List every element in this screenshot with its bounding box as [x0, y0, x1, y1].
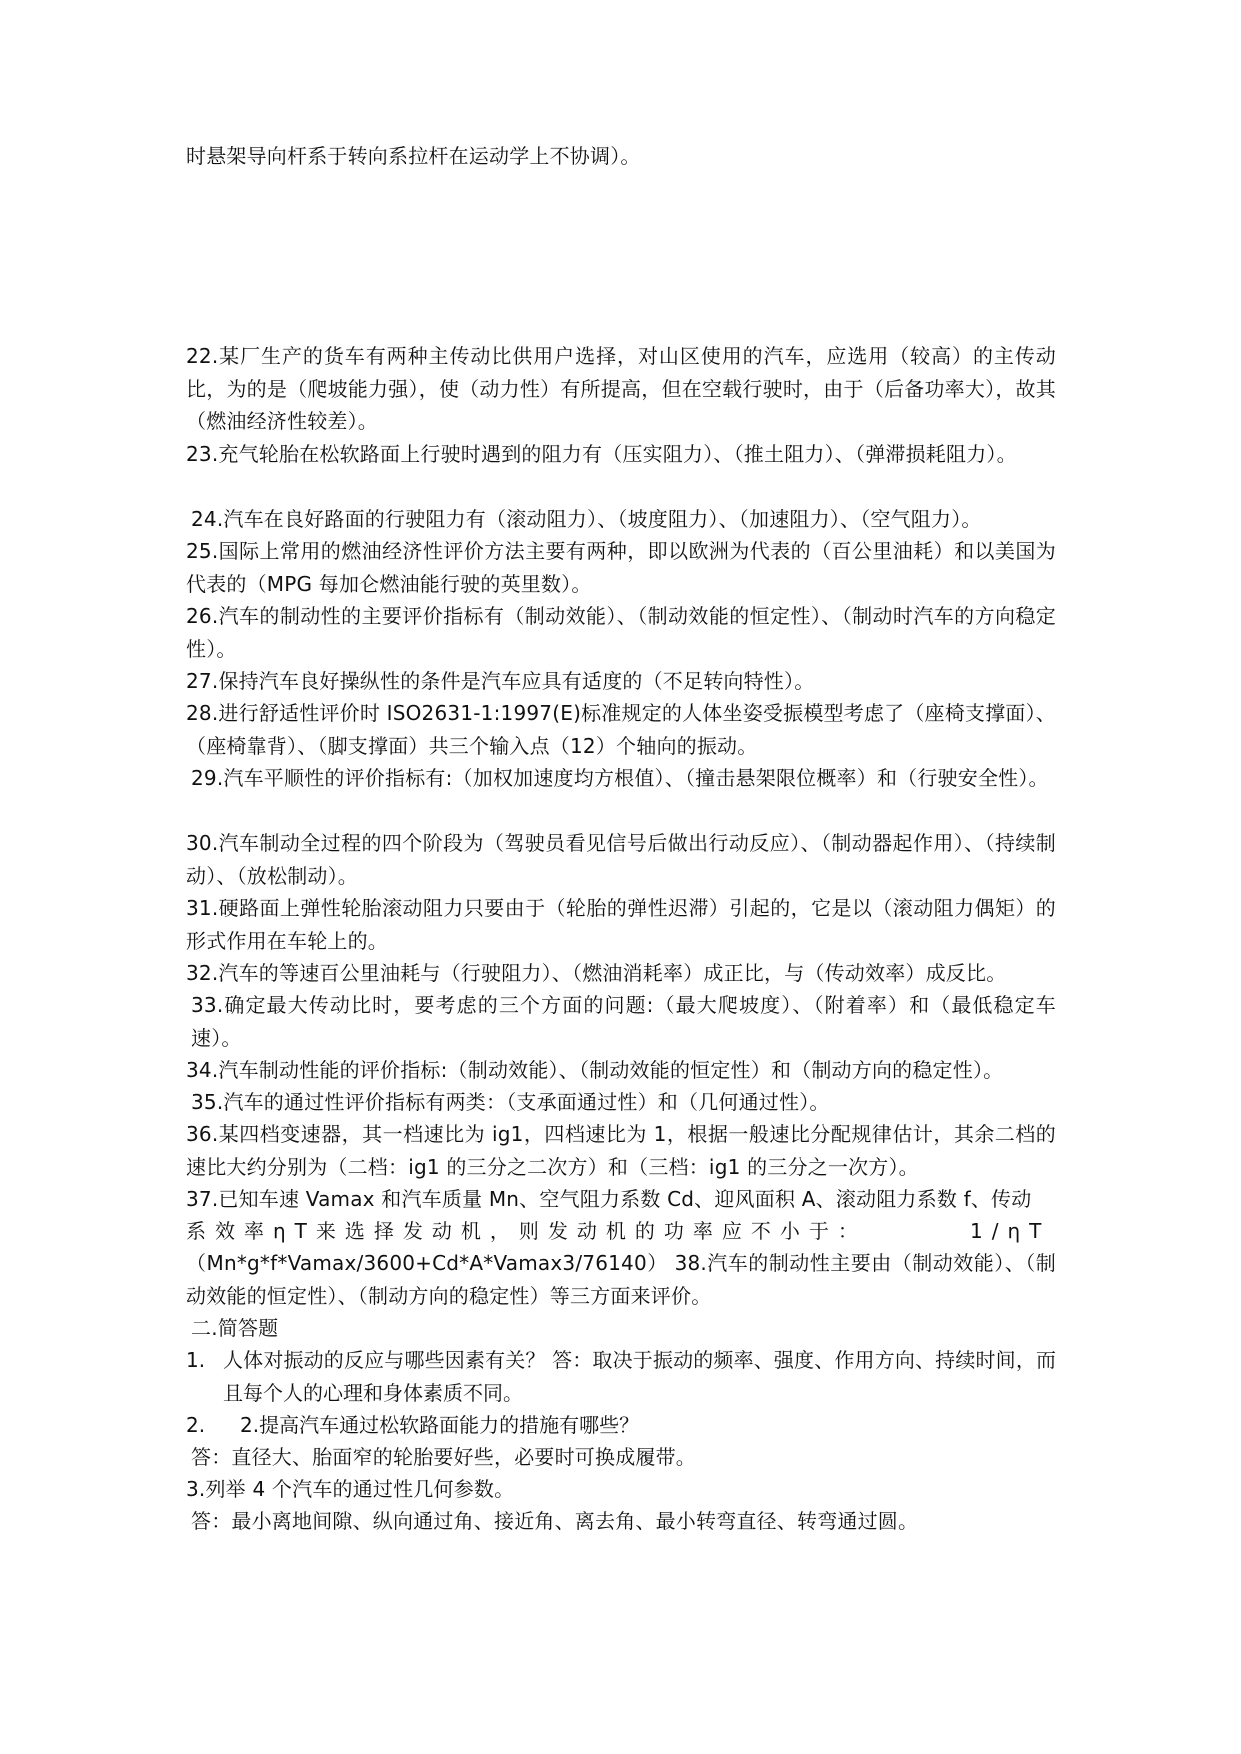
question-1-text: 人体对振动的反应与哪些因素有关？ 答：取决于振动的频率、强度、作用方向、持续时间，而且每个人的心理和身体素质不同。 — [223, 1348, 1056, 1405]
paragraph-32: 32.汽车的等速百公里油耗与（行驶阻力）、（燃油消耗率）成正比，与（传动效率）成反比。 — [186, 961, 1007, 985]
paragraph-37-line2: 系效率ηT来选择发动机，则发动机的功率应不小于： — [186, 1219, 867, 1243]
paragraph-36: 36.某四档变速器，其一档速比为 ig1，四档速比为 1，根据一般速比分配规律估计，其余二档的速比大约分别为（二档：ig1 的三分之二次方）和（三档：ig1 的三分之一次方）。 — [186, 1122, 1056, 1179]
paragraph-29: 29.汽车平顺性的评价指标有:（加权加速度均方根值）、（撞击悬架限位概率）和（行驶安全性）。 — [191, 766, 1049, 790]
question-3: 3.列举 4 个汽车的通过性几何参数。 — [186, 1477, 515, 1501]
paragraph-33: 33.确定最大传动比时，要考虑的三个方面的问题:（最大爬坡度）、（附着率）和（最低稳定车速）。 — [191, 993, 1056, 1050]
paragraph-22: 22.某厂生产的货车有两种主传动比供用户选择，对山区使用的汽车，应选用（较高）的主传动比，为的是（爬坡能力强），使（动力性）有所提高，但在空载行驶时，由于（后备功率大），故其（燃油经济性较差）。 — [186, 344, 1056, 433]
paragraph-35: 35.汽车的通过性评价指标有两类：（支承面通过性）和（几何通过性）。 — [191, 1090, 830, 1114]
paragraph-continuation: 时悬架导向杆系于转向系拉杆在运动学上不协调）。 — [186, 144, 641, 168]
section-heading-short-answer: 二.简答题 — [191, 1316, 279, 1340]
paragraph-25: 25.国际上常用的燃油经济性评价方法主要有两种，即以欧洲为代表的（百公里油耗）和以美国为代表的（MPG 每加仑燃油能行驶的英里数）。 — [186, 539, 1056, 596]
question-1-number: 1. — [186, 1348, 206, 1372]
paragraph-27: 27.保持汽车良好操纵性的条件是汽车应具有适度的（不足转向特性）。 — [186, 669, 815, 693]
paragraph-34: 34.汽车制动性能的评价指标:（制动效能）、（制动效能的恒定性）和（制动方向的稳定性）。 — [186, 1058, 1004, 1082]
question-2-number: 2. — [186, 1413, 206, 1437]
question-2-text: 2.提高汽车通过松软路面能力的措施有哪些？ — [240, 1413, 640, 1437]
paragraph-24: 24.汽车在良好路面的行驶阻力有（滚动阻力）、（坡度阻力）、（加速阻力）、（空气阻力）。 — [191, 507, 982, 531]
paragraph-28: 28.进行舒适性评价时 ISO2631-1:1997(E)标准规定的人体坐姿受振模型考虑了（座椅支撑面）、（座椅靠背）、（脚支撑面）共三个输入点（12）个轴向的振动。 — [186, 701, 1056, 758]
paragraph-31: 31.硬路面上弹性轮胎滚动阻力只要由于（轮胎的弹性迟滞）引起的，它是以（滚动阻力偶矩）的形式作用在车轮上的。 — [186, 896, 1056, 953]
paragraph-37-38: （Mn*g*f*Vamax/3600+Cd*A*Vamax3/76140） 38.汽车的制动性主要由（制动效能）、（制动效能的恒定性）、（制动方向的稳定性）等三方面来评价。 — [186, 1251, 1056, 1308]
paragraph-37-line1: 37.已知车速 Vamax 和汽车质量 Mn、空气阻力系数 Cd、迎风面积 A、滚动阻力系数 f、传动 — [186, 1187, 1032, 1211]
paragraph-23: 23.充气轮胎在松软路面上行驶时遇到的阻力有（压实阻力）、（推土阻力）、（弹滞损耗阻力）。 — [186, 442, 1017, 466]
paragraph-37-formula-prefix: 1/ηT — [970, 1219, 1051, 1243]
paragraph-30: 30.汽车制动全过程的四个阶段为（驾驶员看见信号后做出行动反应）、（制动器起作用）、（持续制动）、（放松制动）。 — [186, 831, 1056, 888]
answer-3: 答：最小离地间隙、纵向通过角、接近角、离去角、最小转弯直径、转弯通过圆。 — [191, 1509, 919, 1533]
answer-2: 答：直径大、胎面窄的轮胎要好些，必要时可换成履带。 — [191, 1445, 696, 1469]
paragraph-26: 26.汽车的制动性的主要评价指标有（制动效能）、（制动效能的恒定性）、（制动时汽车的方向稳定性）。 — [186, 604, 1056, 661]
